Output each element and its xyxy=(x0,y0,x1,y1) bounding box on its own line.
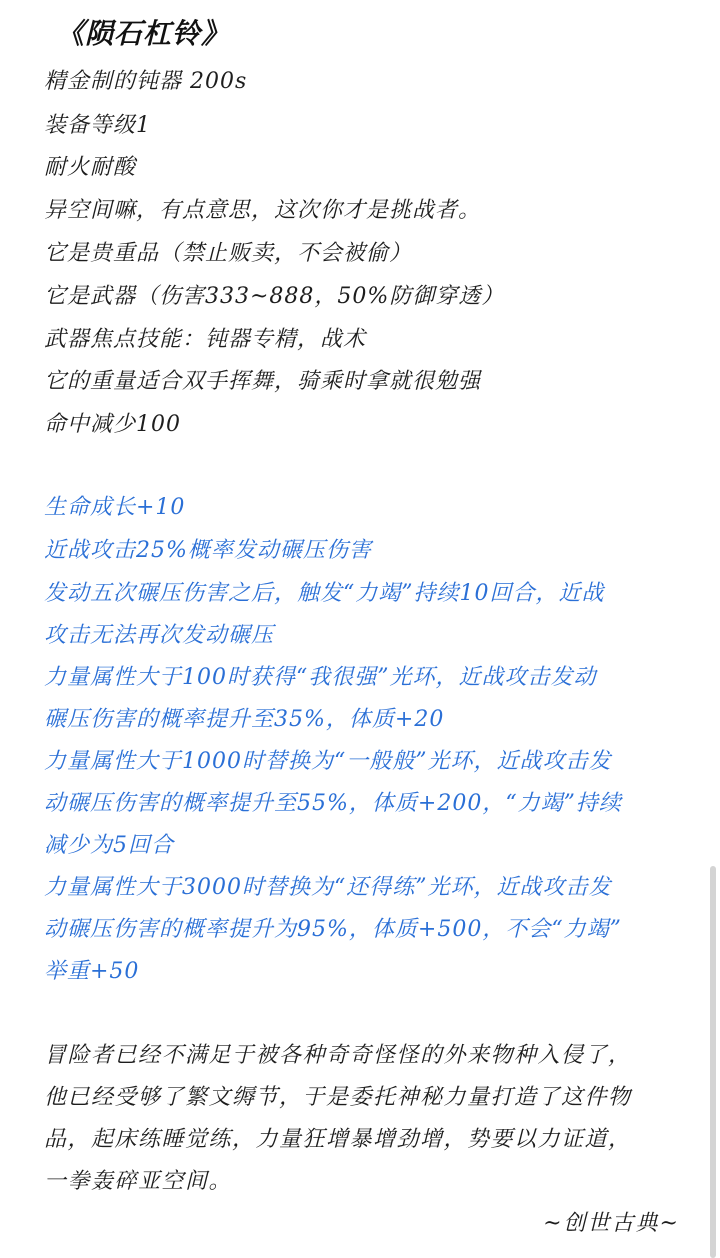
property-flavor-quote: 异空间嘛，有点意思，这次你才是挑战者。 xyxy=(44,198,482,223)
effect-line: 力量属性大于1000时替换为“一般般”光环，近战攻击发 xyxy=(44,749,612,774)
effect-line: 动碾压伤害的概率提升为95%，体质+500，不会“力竭” xyxy=(44,917,622,942)
effect-line: 生命成长+10 xyxy=(44,495,186,520)
property-weapon-damage: 它是武器（伤害333~888，50%防御穿透） xyxy=(44,284,505,309)
scrollbar[interactable] xyxy=(710,866,716,1258)
effect-line: 举重+50 xyxy=(44,959,140,984)
property-precious: 它是贵重品（禁止贩卖，不会被偷） xyxy=(44,241,413,266)
effect-line: 发动五次碾压伤害之后，触发“力竭”持续10回合，近战 xyxy=(44,581,605,606)
effect-line: 减少为5回合 xyxy=(44,833,174,858)
description-line: 他已经受够了繁文缛节，于是委托神秘力量打造了这件物 xyxy=(44,1085,632,1110)
effect-line: 动碾压伤害的概率提升至55%，体质+200，“力竭”持续 xyxy=(44,791,622,816)
effect-line: 攻击无法再次发动碾压 xyxy=(44,623,275,648)
effect-line: 近战攻击25%概率发动碾压伤害 xyxy=(44,538,372,563)
effect-line: 力量属性大于3000时替换为“还得练”光环，近战攻击发 xyxy=(44,875,612,900)
description-line: 品，起床练睡觉练，力量狂增暴增劲增，势要以力证道， xyxy=(44,1127,632,1152)
description-line: 冒险者已经不满足于被各种奇奇怪怪的外来物种入侵了， xyxy=(44,1043,632,1068)
effect-line: 碾压伤害的概率提升至35%，体质+20 xyxy=(44,707,445,732)
description-line: 一拳轰碎亚空间。 xyxy=(44,1169,233,1194)
signature: ~创世古典~ xyxy=(543,1211,680,1236)
property-resistance: 耐火耐酸 xyxy=(44,155,137,180)
property-hit-penalty: 命中减少100 xyxy=(44,412,181,437)
effect-line: 力量属性大于100时获得“我很强”光环，近战攻击发动 xyxy=(44,665,597,690)
item-title: 《陨石杠铃》 xyxy=(56,17,231,50)
property-weapon-skills: 武器焦点技能：钝器专精，战术 xyxy=(44,327,367,352)
property-equip-level: 装备等级1 xyxy=(44,113,151,138)
property-material: 精金制的钝器 200s xyxy=(44,69,248,94)
property-weight: 它的重量适合双手挥舞，骑乘时拿就很勉强 xyxy=(44,369,482,394)
